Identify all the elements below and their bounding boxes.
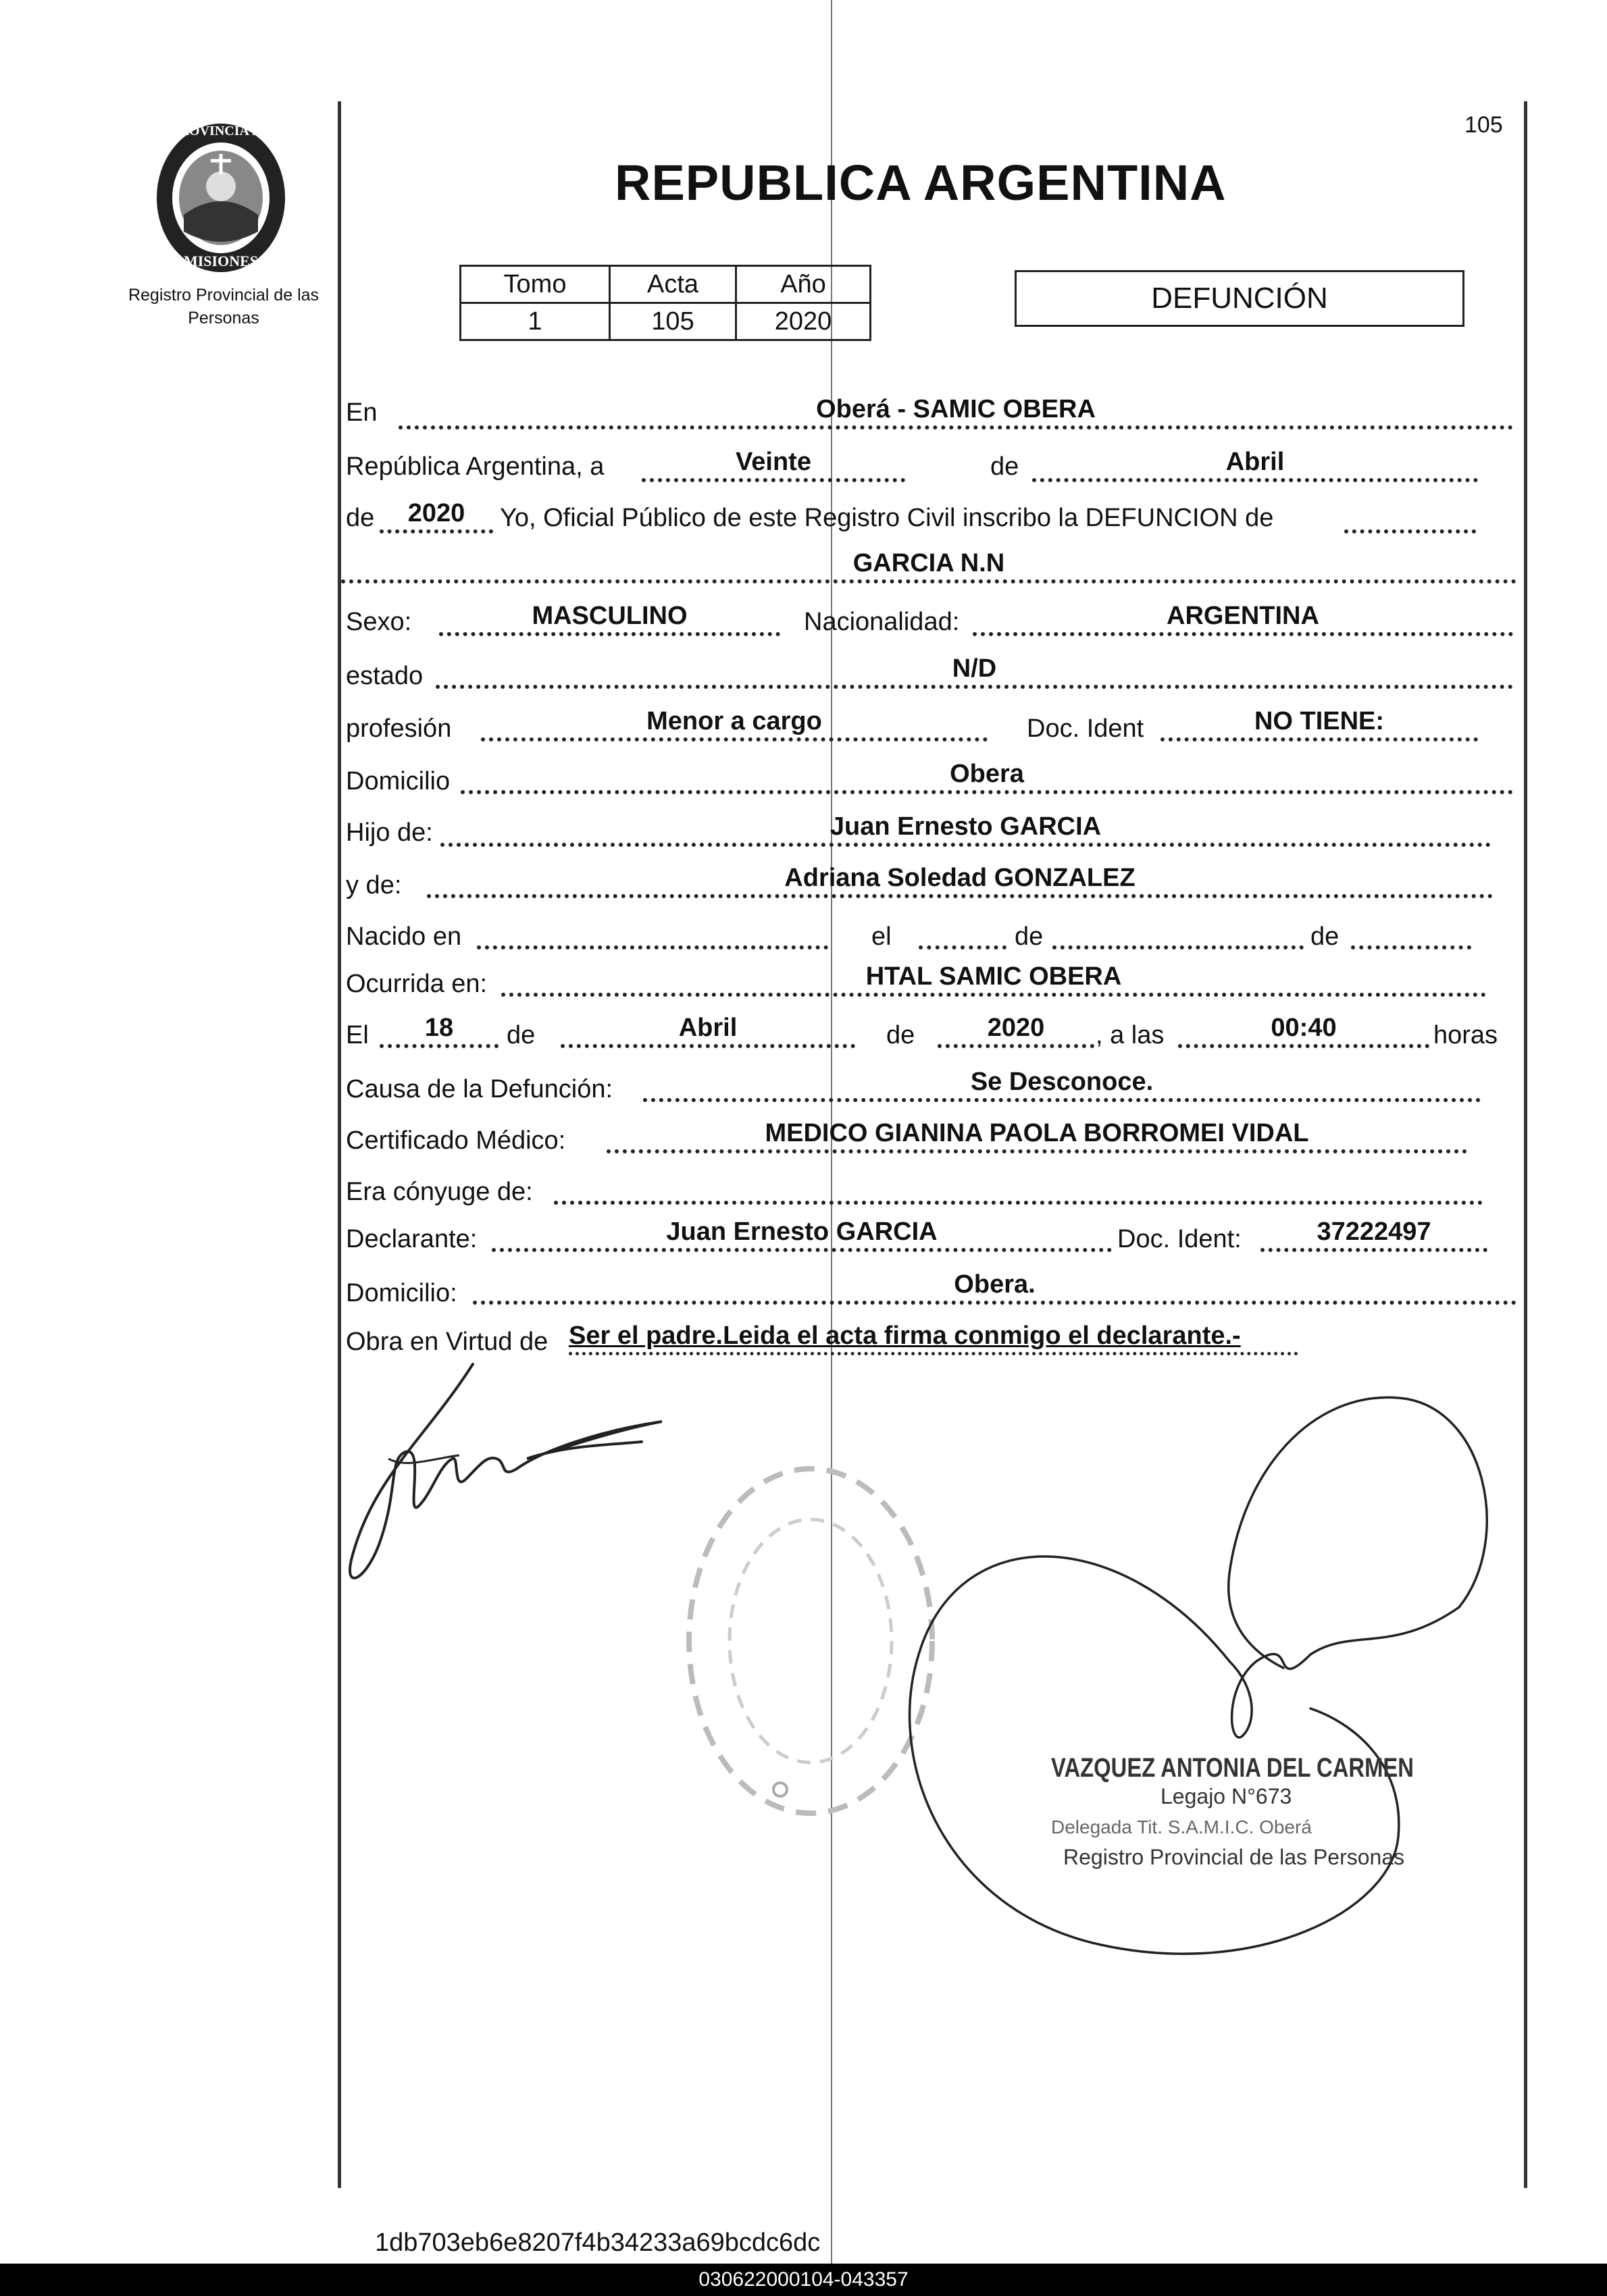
de-year-label: de [346, 504, 375, 532]
obra-label: Obra en Virtud de [346, 1328, 549, 1356]
record-type-box: DEFUNCIÓN [1015, 270, 1464, 327]
declarante-label: Declarante: [346, 1225, 478, 1253]
domicilio-field: Obera [461, 759, 1513, 794]
day-words-field: Veinte [642, 447, 905, 482]
registry-label: Registro Provincial de las Personas [128, 286, 320, 328]
causa-field: Se Desconoce. [643, 1067, 1481, 1102]
nacido-month-field [1052, 914, 1304, 949]
de-label: de [990, 452, 1019, 481]
estado-label: estado [346, 662, 424, 690]
death-day-field: 18 [380, 1013, 499, 1048]
en-label: En [346, 398, 378, 427]
nacido-el-label: el [871, 922, 892, 951]
certificado-label: Certificado Médico: [346, 1126, 566, 1155]
official-signature [878, 1371, 1520, 1965]
month-field: Abril [1032, 447, 1478, 482]
nacionalidad-field: ARGENTINA [973, 601, 1513, 636]
father-field: Juan Ernesto GARCIA [440, 812, 1491, 847]
a-las-label: , a las [1096, 1021, 1165, 1049]
official-name: VAZQUEZ ANTONIA DEL CARMEN [1051, 1753, 1414, 1783]
nacido-year-field [1351, 914, 1471, 949]
acta-value: 105 [610, 303, 736, 340]
doc-ident-field: NO TIENE: [1160, 706, 1478, 741]
profesion-label: profesión [346, 714, 452, 743]
domicilio-label: Domicilio [346, 767, 451, 795]
hijo-de-label: Hijo de: [346, 818, 433, 847]
doc-ident-decl-label: Doc. Ident: [1117, 1225, 1242, 1253]
anio-header: Año [736, 266, 871, 303]
declarant-signature [324, 1357, 675, 1600]
mother-field: Adriana Soledad GONZALEZ [427, 863, 1493, 898]
declarante-field: Juan Ernesto GARCIA [492, 1217, 1112, 1252]
svg-text:PROVINCIA DE: PROVINCIA DE [171, 124, 271, 138]
domicilio2-field: Obera. [473, 1270, 1516, 1305]
fecha-de2-label: de [886, 1021, 915, 1049]
doc-ident-decl-field: 37222497 [1260, 1217, 1487, 1252]
profesion-field: Menor a cargo [481, 706, 988, 741]
sexo-label: Sexo: [346, 608, 412, 636]
document-hash: 1db703eb6e8207f4b34233a69bcdc6dc [375, 2228, 821, 2257]
causa-label: Causa de la Defunción: [346, 1075, 613, 1103]
death-year-field: 2020 [938, 1013, 1094, 1048]
left-border-line [338, 101, 341, 2188]
nacido-place-field [477, 914, 828, 949]
estado-field: N/D [436, 654, 1513, 689]
ocurrida-field: HTAL SAMIC OBERA [501, 962, 1486, 997]
statement-blank [1344, 498, 1476, 533]
official-statement: Yo, Oficial Público de este Registro Civil inscribo la DEFUNCION de [500, 504, 1274, 532]
page-number: 105 [1464, 112, 1503, 138]
y-de-label: y de: [346, 871, 402, 899]
anio-value: 2020 [736, 303, 871, 340]
domicilio2-label: Domicilio: [346, 1279, 457, 1307]
nacido-day-field [919, 914, 1006, 949]
official-delegada: Delegada Tit. S.A.M.I.C. Oberá [1051, 1817, 1312, 1837]
death-month-field: Abril [561, 1013, 855, 1048]
death-time-field: 00:40 [1178, 1013, 1429, 1048]
horas-label: horas [1433, 1021, 1498, 1049]
ocurrida-label: Ocurrida en: [346, 970, 488, 998]
svg-text:MISIONES: MISIONES [183, 253, 259, 269]
province-crest-logo [150, 113, 292, 282]
tomo-acta-table [459, 265, 871, 341]
official-registry: Registro Provincial de las Personas [1063, 1845, 1405, 1869]
nacionalidad-label: Nacionalidad: [804, 608, 960, 636]
conyuge-field [554, 1170, 1483, 1205]
page-title: REPUBLICA ARGENTINA [615, 155, 1227, 211]
nacido-label: Nacido en [346, 922, 462, 951]
nacido-de1-label: de [1015, 922, 1044, 951]
doc-ident-label: Doc. Ident [1027, 714, 1144, 743]
republica-label: República Argentina, a [346, 452, 605, 481]
tomo-value: 1 [461, 303, 610, 340]
certificado-field: MEDICO GIANINA PAOLA BORROMEI VIDAL [607, 1118, 1467, 1153]
official-legajo: Legajo N°673 [1160, 1784, 1292, 1808]
obra-field: Ser el padre.Leida el acta firma conmigo el declarante.- [569, 1321, 1298, 1355]
deceased-name-field: GARCIA N.N [341, 548, 1516, 583]
fecha-el-label: El [346, 1021, 369, 1049]
acta-header: Acta [610, 266, 736, 303]
year-field: 2020 [380, 498, 493, 533]
en-field: Oberá - SAMIC OBERA [399, 394, 1513, 429]
sexo-field: MASCULINO [439, 601, 780, 636]
tomo-header: Tomo [461, 266, 610, 303]
fecha-de1-label: de [507, 1021, 536, 1049]
right-border-line [1524, 101, 1527, 2188]
footer-id-bar: 030622000104-043357 [0, 2264, 1607, 2296]
nacido-de2-label: de [1310, 922, 1340, 951]
conyuge-label: Era cónyuge de: [346, 1178, 533, 1206]
